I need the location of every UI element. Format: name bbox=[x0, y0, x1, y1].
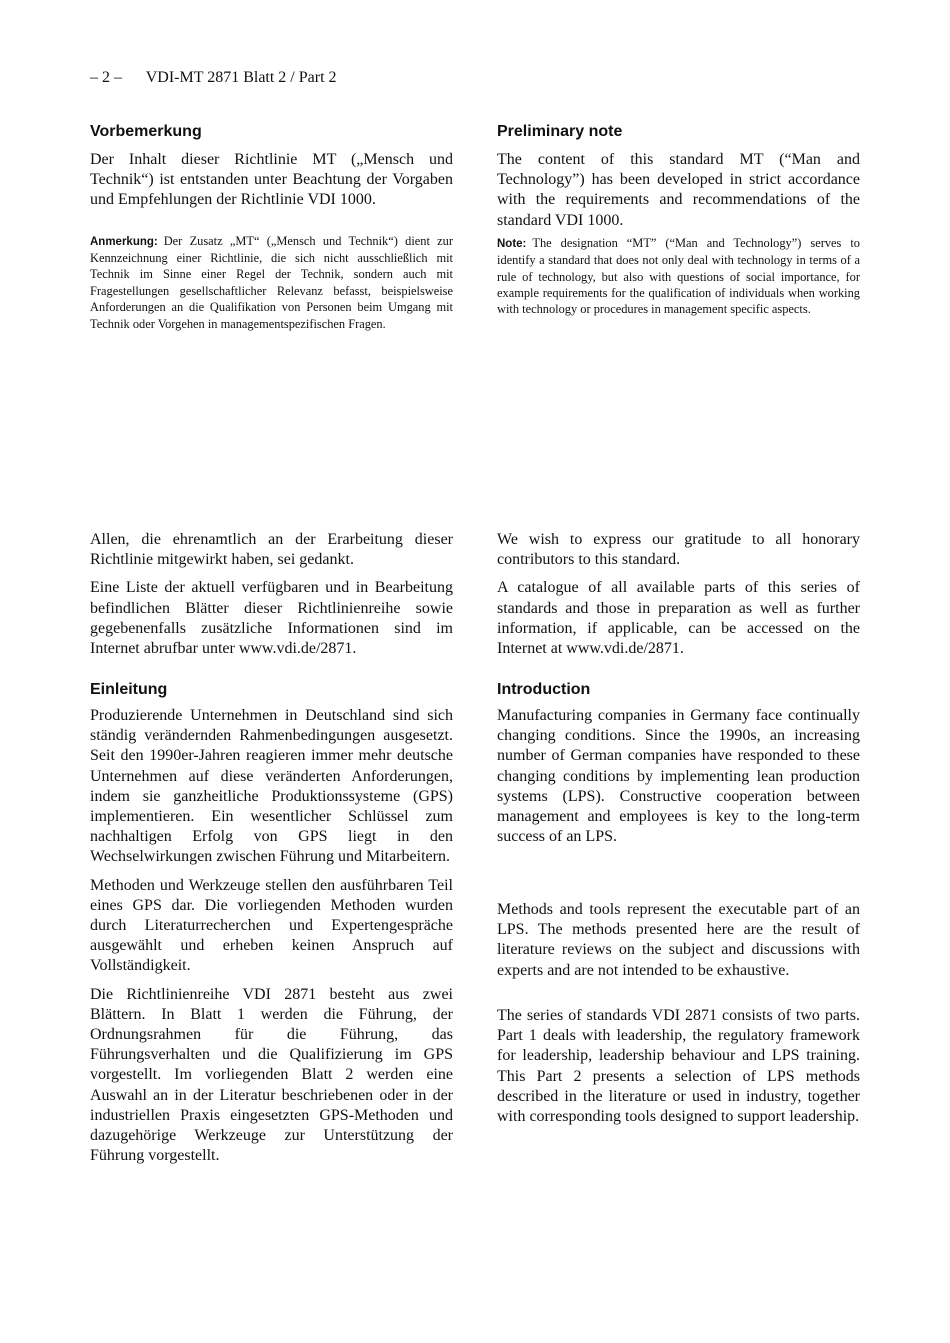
english-list-text: A catalogue of all available parts of this series of standards and those in preparation as well as further information, if applicable, can be accessed on the Internet at www.vdi.de/2871. bbox=[497, 579, 860, 658]
english-note-label: Note: bbox=[497, 237, 527, 250]
german-intro-paragraph-3: Die Richtlinienreihe VDI 2871 besteht aus zwei Blättern. In Blatt 1 werden die Führung, der Ordnungsrahmen für die Führung, das Führungsverhalten und die Qualifizierung im GPS vorgestellt. Im vorliegenden Blatt 2 werden eine Auswahl an in der Literatur beschriebenen oder in der industriellen Praxis eingesetzten GPS-Methoden und dazugehörige Werkzeuge zur Unterstützung der Führung vorgestellt. bbox=[90, 985, 453, 1165]
german-note-label: Anmerkung: bbox=[90, 235, 158, 248]
german-note-text: Der Zusatz „MT“ („Mensch und Technik“) dient zur Kennzeichnung einer Richtlinie, die sich nicht ausschließlich mit Technik im Sinne einer Regel der Technik, sondern auch mit Fragestellungen gesellschaftlicher Relevanz befasst, beispielsweise Anforderungen an die Qualifikation von Personen beim Umgang mit Technik oder Vorgehen in managementspezifischen Fragen. bbox=[90, 233, 453, 331]
german-introduction-section bbox=[90, 680, 453, 1166]
english-introduction-heading: Introduction bbox=[497, 681, 591, 698]
german-intro-paragraph-1: Produzierende Unternehmen in Deutschland sind sich ständig verändernden Rahmenbedingungen ausgesetzt. Seit den 1990er-Jahren reagieren immer mehr deutsche Unternehmen auf diese veränderten Anforderungen, indem sie ganzheitliche Produktionssysteme (GPS) implementieren. Ein wesentlicher Schlüssel zum nachhaltigen Erfolg von GPS liegt in den Wechselwirkungen zwischen Führung und Mitarbeitern. bbox=[90, 707, 453, 866]
english-thanks-text: We wish to express our gratitude to all honorary contributors to this standard. bbox=[497, 531, 860, 569]
english-intro-paragraph-3: The series of standards VDI 2871 consists of two parts. Part 1 deals with leadership, the regulatory framework for leadership, leadership behaviour and LPS training. This Part 2 presents a selection of LPS methods described in the literature or used in industry, together with corresponding tools designed to support leadership. bbox=[497, 1007, 860, 1126]
german-introduction-heading: Einleitung bbox=[90, 681, 168, 698]
english-introduction-section bbox=[497, 680, 860, 700]
page-number: – 2 – bbox=[90, 69, 122, 86]
page-header bbox=[90, 69, 337, 87]
german-preliminary-text: Der Inhalt dieser Richtlinie MT („Mensch und Technik“) ist entstanden unter Beachtung der Vorgaben und Empfehlungen der Richtlinie VDI 1000. bbox=[90, 151, 453, 209]
german-list-text: Eine Liste der aktuell verfügbaren und in Bearbeitung befindlichen Blätter dieser Richtlinienreihe sowie gegebenenfalls zusätzliche Informationen sind im Internet abrufbar unter www.vdi.de/2871. bbox=[90, 579, 453, 658]
english-preliminary-section bbox=[497, 122, 860, 318]
german-note bbox=[90, 233, 453, 332]
english-note bbox=[497, 235, 860, 318]
german-acknowledgement-section bbox=[90, 530, 453, 659]
german-intro-paragraph-2: Methoden und Werkzeuge stellen den ausführbaren Teil eines GPS dar. Die vorliegenden Methoden wurden durch Literaturrecherchen und Expertengespräche ausgewählt und erheben keinen Anspruch auf Vollständigkeit. bbox=[90, 876, 453, 975]
german-preliminary-section bbox=[90, 122, 453, 332]
english-intro-paragraph-1: Manufacturing companies in Germany face continually changing conditions. Since the 1990s, an increasing number of German companies have responded to these changing conditions by implementing lean production systems (LPS). Constructive cooperation between management and employees is key to the long-term success of an LPS. bbox=[497, 707, 860, 846]
document-id: VDI-MT 2871 Blatt 2 / Part 2 bbox=[145, 69, 337, 86]
english-intro-paragraph-2: Methods and tools represent the executable part of an LPS. The methods presented here are the result of literature reviews on the subject and discussions with experts and are not intended to be exhaustive. bbox=[497, 901, 860, 979]
english-note-text: The designation “MT” (“Man and Technology”) serves to identify a standard that does not only deal with technology in terms of a rule of technology, but also with questions of social importance, for example requirements for the qualification of individuals when working with technology or procedures in management specific aspects. bbox=[497, 235, 860, 317]
english-acknowledgement-section bbox=[497, 530, 860, 659]
german-preliminary-heading: Vorbemerkung bbox=[90, 123, 202, 140]
english-preliminary-text: The content of this standard MT (“Man and Technology”) has been developed in strict accordance with the requirements and recommendations of the standard VDI 1000. bbox=[497, 151, 860, 229]
english-preliminary-heading: Preliminary note bbox=[497, 123, 623, 140]
german-thanks-text: Allen, die ehrenamtlich an der Erarbeitung dieser Richtlinie mitgewirkt haben, sei gedankt. bbox=[90, 531, 453, 569]
